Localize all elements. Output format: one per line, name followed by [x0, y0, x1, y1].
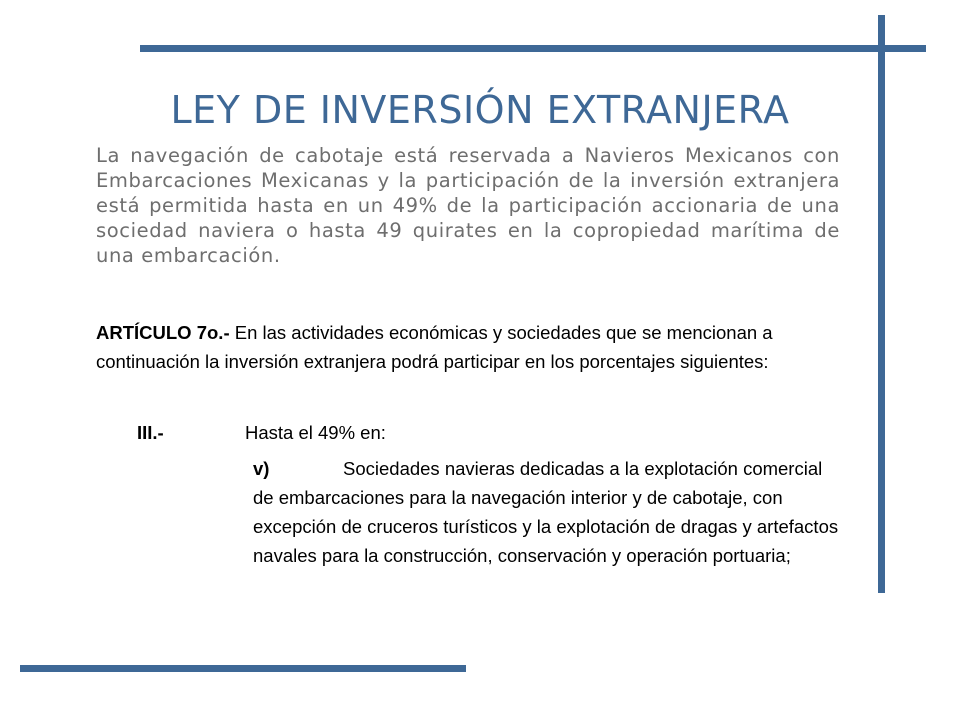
article-label: ARTÍCULO 7o.-	[96, 322, 230, 343]
item-text: Sociedades navieras dedicadas a la explotación comercial de embarcaciones para la navegación interior y de cabotaje, con excepción de cruceros turísticos y la explotación de dragas y artefactos navales para la construcción, conservación y operación portuaria;	[253, 458, 839, 566]
fraction-row	[137, 418, 386, 448]
right-decorative-line	[878, 15, 885, 593]
item-number: v)	[253, 458, 270, 479]
fraction-text: Hasta el 49% en:	[245, 422, 386, 443]
list-item	[253, 454, 839, 570]
intro-paragraph: La navegación de cabotaje está reservada a Navieros Mexicanos con Embarcaciones Mexicanas y la participación de la inversión extranjera está permitida hasta en un 49% de la participación accionaria de una sociedad naviera o hasta 49 quirates en la copropiedad marítima de una embarcación.	[96, 144, 840, 267]
top-decorative-line	[140, 45, 926, 52]
slide-title: LEY DE INVERSIÓN EXTRANJERA	[170, 88, 790, 132]
article-paragraph	[96, 318, 836, 376]
fraction-number: III.-	[137, 422, 164, 443]
article-text: En las actividades económicas y sociedades que se mencionan a continuación la inversión extranjera podrá participar en los porcentajes siguientes:	[96, 322, 773, 372]
bottom-decorative-line	[20, 665, 466, 672]
